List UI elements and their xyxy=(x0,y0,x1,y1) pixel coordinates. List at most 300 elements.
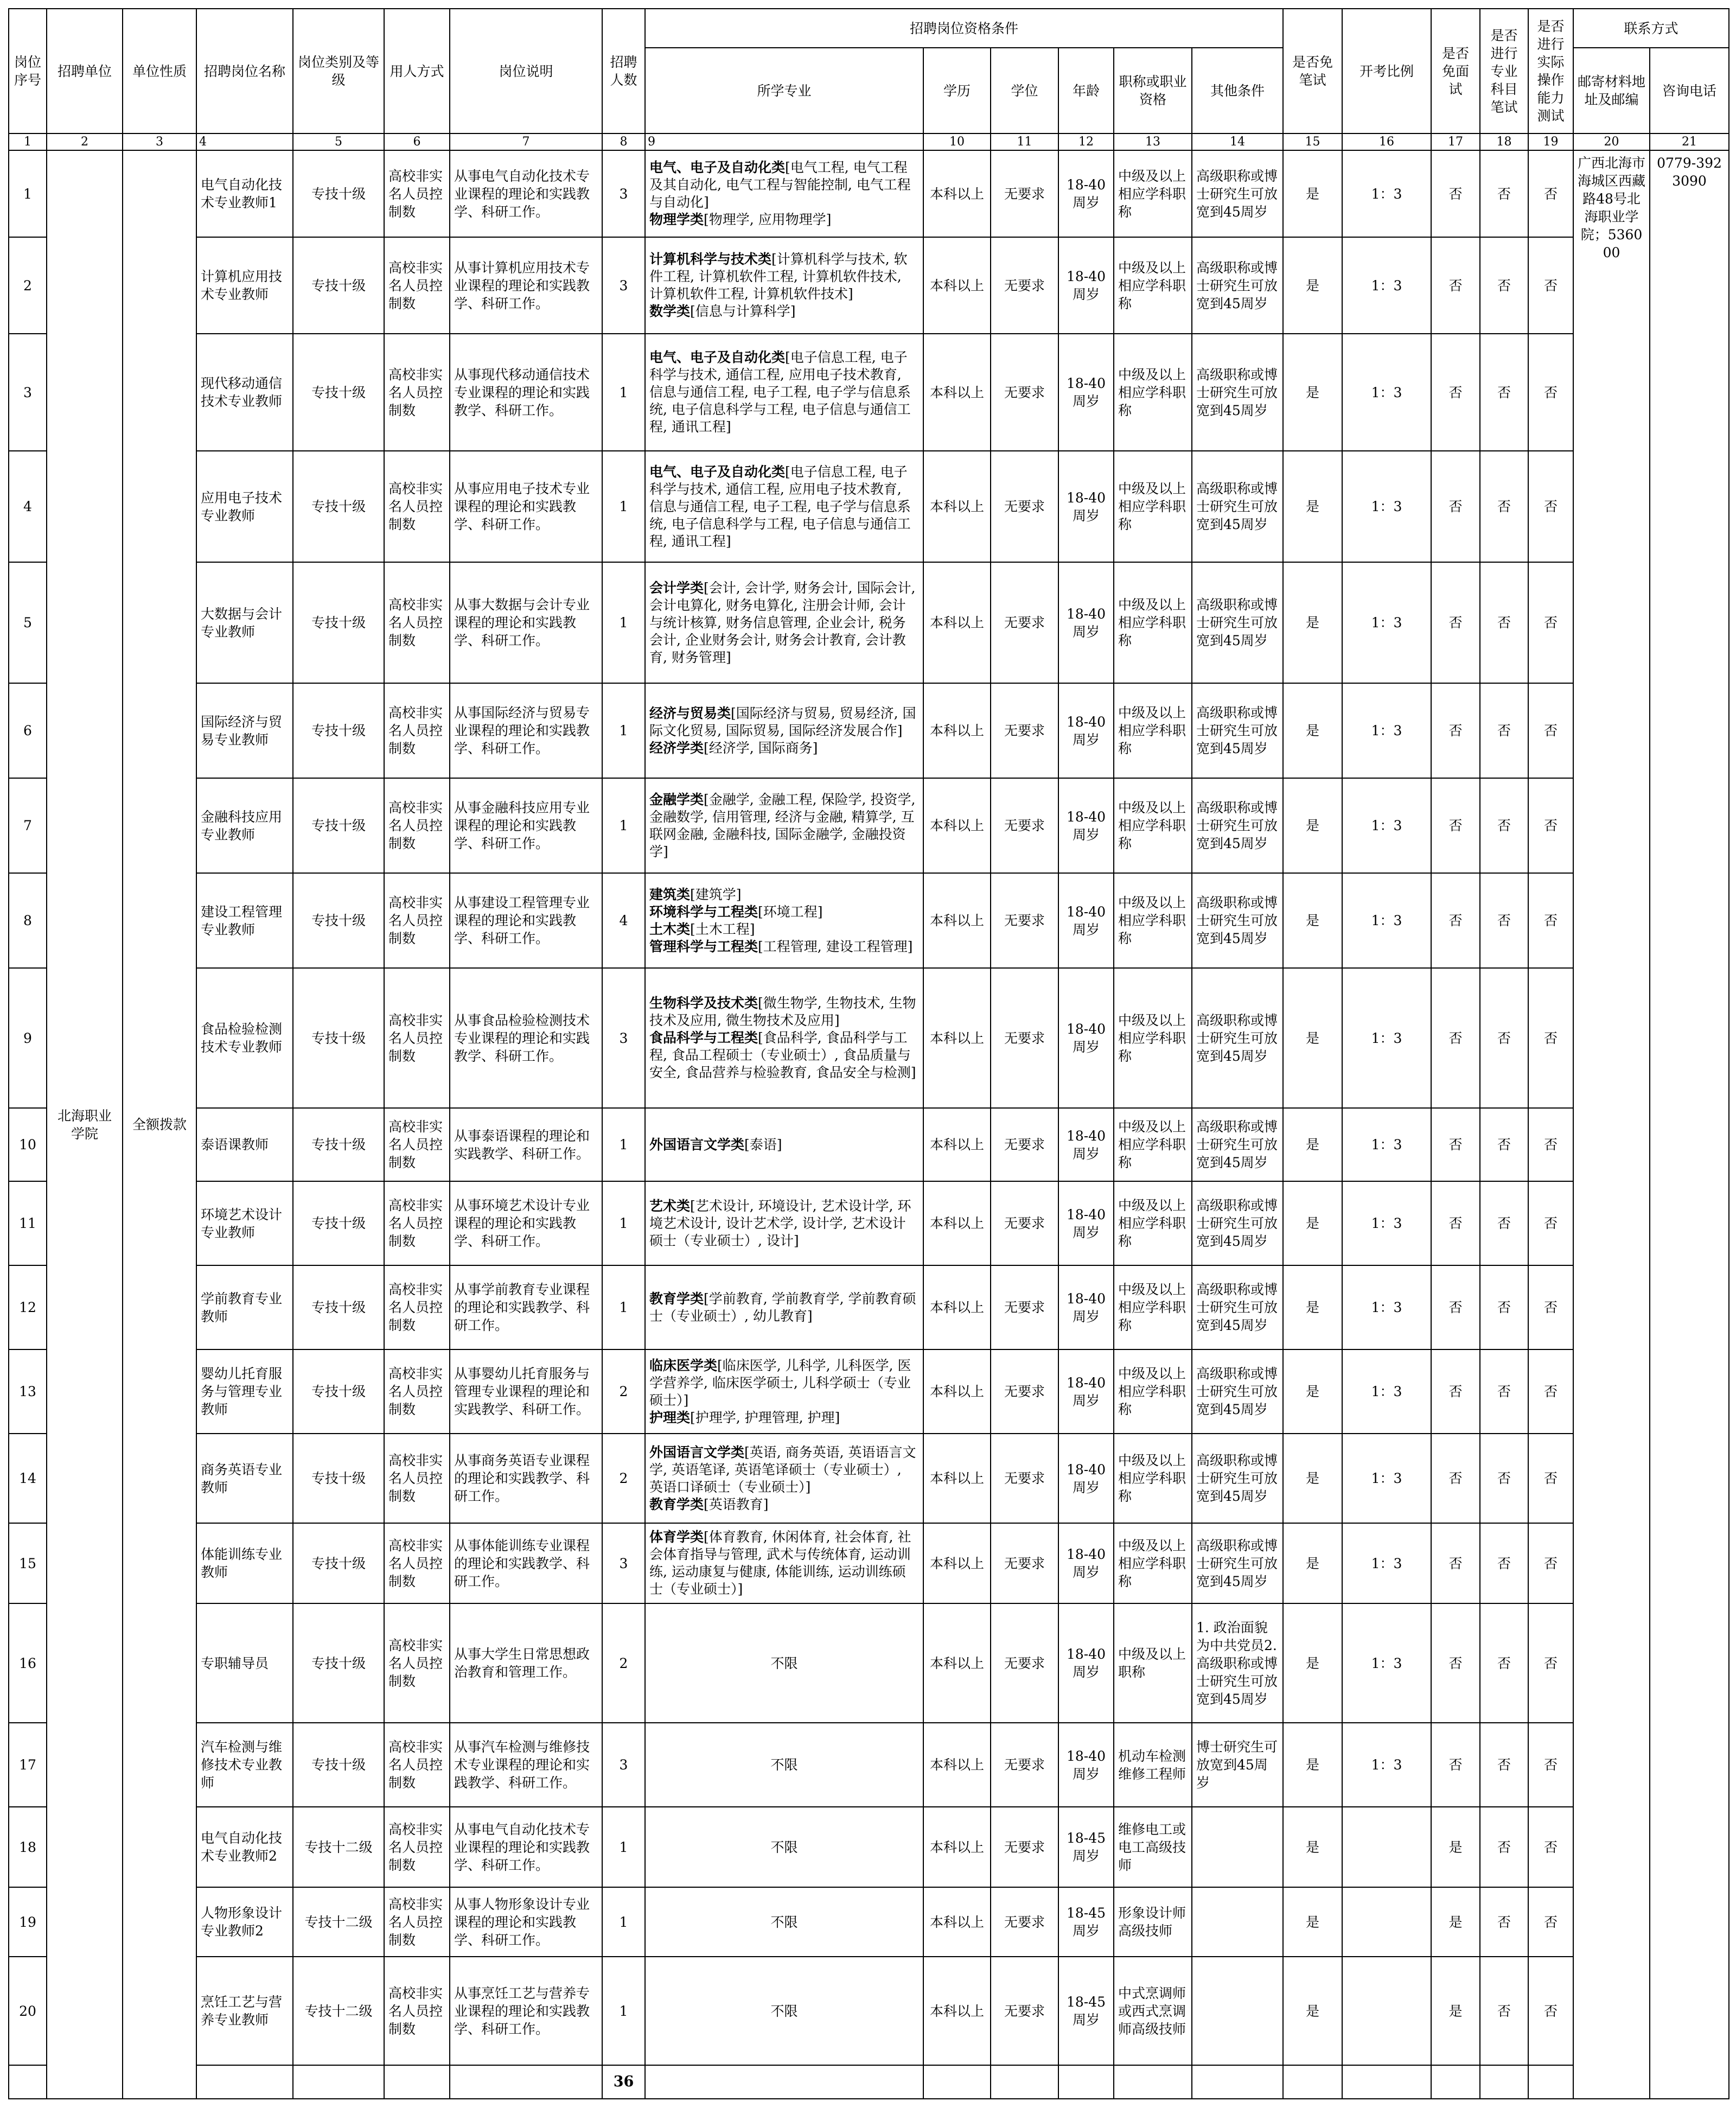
total-blank xyxy=(923,2065,991,2099)
employ-method: 高校非实名人员控制数 xyxy=(384,1181,450,1265)
education: 本科以上 xyxy=(923,1603,991,1723)
recruit-count: 1 xyxy=(602,1887,645,1957)
major-category: 艺术类 xyxy=(649,1198,691,1214)
degree: 无要求 xyxy=(991,1181,1058,1265)
employ-method: 高校非实名人员控制数 xyxy=(384,1434,450,1523)
age-range: 18-40周岁 xyxy=(1058,1349,1114,1434)
major-category: 土木类 xyxy=(649,921,691,937)
title-requirement: 中级及以上相应学科职称 xyxy=(1114,1181,1192,1265)
post-description: 从事烹饪工艺与营养专业课程的理论和实践教学、科研工作。 xyxy=(450,1957,602,2065)
interview-exempt: 否 xyxy=(1431,873,1480,968)
post-category: 专技十级 xyxy=(293,1723,384,1807)
post-seq: 17 xyxy=(9,1723,47,1807)
practical-test: 否 xyxy=(1528,968,1573,1108)
employ-method: 高校非实名人员控制数 xyxy=(384,1887,450,1957)
major-items: [会计, 会计学, 财务会计, 国际会计, 会计电算化, 财务电算化, 注册会计师, 会计与统计核算, 财务信息管理, 企业会计, 税务会计, 企业财务会计, 财务会计教育, 会计教育, 财务管理] xyxy=(649,580,916,665)
recruit-count: 3 xyxy=(602,237,645,334)
post-name: 建设工程管理专业教师 xyxy=(196,873,293,968)
unit-nature: 全额拨款 xyxy=(123,150,196,2099)
header-interview-exempt: 是否免面试 xyxy=(1431,9,1480,133)
total-blank xyxy=(1192,2065,1283,2099)
exam-ratio: 1：3 xyxy=(1342,237,1431,334)
post-name: 大数据与会计专业教师 xyxy=(196,562,293,683)
major-group xyxy=(649,1409,919,1427)
major-items: [电子信息工程, 电子科学与技术, 通信工程, 应用电子技术教育, 信息与通信工程, 电子工程, 电子学与信息系统, 电子信息科学与工程, 电子信息与通信工程, 通讯工程] xyxy=(649,463,911,549)
written-exempt: 是 xyxy=(1283,1265,1342,1349)
table-row xyxy=(9,1434,1729,1523)
other-conditions: 高级职称或博士研究生可放宽到45周岁 xyxy=(1192,1349,1283,1434)
major-category: 建筑类 xyxy=(649,886,691,902)
education: 本科以上 xyxy=(923,1723,991,1807)
major-requirement xyxy=(645,873,923,968)
practical-test: 否 xyxy=(1528,334,1573,451)
post-seq: 20 xyxy=(9,1957,47,2065)
total-blank xyxy=(1283,2065,1342,2099)
table-row xyxy=(9,873,1729,968)
practical-test: 否 xyxy=(1528,1108,1573,1181)
other-conditions: 高级职称或博士研究生可放宽到45周岁 xyxy=(1192,1108,1283,1181)
age-range: 18-40周岁 xyxy=(1058,1603,1114,1723)
post-description: 从事国际经济与贸易专业课程的理论和实践教学、科研工作。 xyxy=(450,683,602,778)
post-seq: 11 xyxy=(9,1181,47,1265)
degree: 无要求 xyxy=(991,451,1058,562)
column-index-cell: 2 xyxy=(47,133,123,150)
table-row xyxy=(9,1181,1729,1265)
header-seq: 岗位序号 xyxy=(9,9,47,133)
major-requirement: 不限 xyxy=(645,1957,923,2065)
major-requirement xyxy=(645,562,923,683)
education: 本科以上 xyxy=(923,683,991,778)
age-range: 18-40周岁 xyxy=(1058,873,1114,968)
practical-test: 否 xyxy=(1528,1265,1573,1349)
interview-exempt: 否 xyxy=(1431,1434,1480,1523)
contact-phone: 0779-3923090 xyxy=(1650,150,1729,2099)
interview-exempt: 否 xyxy=(1431,150,1480,237)
age-range: 18-40周岁 xyxy=(1058,1434,1114,1523)
written-exempt: 是 xyxy=(1283,1434,1342,1523)
exam-ratio: 1：3 xyxy=(1342,683,1431,778)
header-degree: 学位 xyxy=(991,48,1058,133)
prof-written: 否 xyxy=(1480,150,1528,237)
exam-ratio: 1：3 xyxy=(1342,451,1431,562)
column-index-cell: 11 xyxy=(991,133,1058,150)
other-conditions xyxy=(1192,1887,1283,1957)
other-conditions: 高级职称或博士研究生可放宽到45周岁 xyxy=(1192,1181,1283,1265)
age-range: 18-40周岁 xyxy=(1058,1181,1114,1265)
post-category: 专技十级 xyxy=(293,968,384,1108)
education: 本科以上 xyxy=(923,562,991,683)
other-conditions xyxy=(1192,1957,1283,2065)
title-requirement: 中级及以上相应学科职称 xyxy=(1114,1265,1192,1349)
major-group xyxy=(649,938,919,956)
interview-exempt: 否 xyxy=(1431,1523,1480,1603)
major-category: 会计学类 xyxy=(649,580,704,596)
major-group xyxy=(649,903,919,921)
major-items: [建筑学] xyxy=(690,886,742,902)
education: 本科以上 xyxy=(923,334,991,451)
major-group xyxy=(649,1444,919,1496)
interview-exempt: 否 xyxy=(1431,451,1480,562)
post-name: 现代移动通信技术专业教师 xyxy=(196,334,293,451)
written-exempt: 是 xyxy=(1283,451,1342,562)
interview-exempt: 否 xyxy=(1431,778,1480,873)
written-exempt: 是 xyxy=(1283,1957,1342,2065)
table-row xyxy=(9,562,1729,683)
prof-written: 否 xyxy=(1480,778,1528,873)
total-blank xyxy=(293,2065,384,2099)
title-requirement: 中级及以上相应学科职称 xyxy=(1114,451,1192,562)
employ-method: 高校非实名人员控制数 xyxy=(384,873,450,968)
education: 本科以上 xyxy=(923,1349,991,1434)
header-qualification-group: 招聘岗位资格条件 xyxy=(645,9,1283,48)
title-requirement: 中式烹调师或西式烹调师高级技师 xyxy=(1114,1957,1192,2065)
written-exempt: 是 xyxy=(1283,778,1342,873)
column-index-cell: 1 xyxy=(9,133,47,150)
recruit-count: 1 xyxy=(602,778,645,873)
prof-written: 否 xyxy=(1480,237,1528,334)
practical-test: 否 xyxy=(1528,1434,1573,1523)
post-description: 从事商务英语专业课程的理论和实践教学、科研工作。 xyxy=(450,1434,602,1523)
post-description: 从事大学生日常思想政治教育和管理工作。 xyxy=(450,1603,602,1723)
education: 本科以上 xyxy=(923,451,991,562)
table-row xyxy=(9,451,1729,562)
post-seq: 3 xyxy=(9,334,47,451)
major-category: 外国语言文学类 xyxy=(649,1444,745,1460)
other-conditions: 高级职称或博士研究生可放宽到45周岁 xyxy=(1192,562,1283,683)
written-exempt: 是 xyxy=(1283,1523,1342,1603)
post-seq: 12 xyxy=(9,1265,47,1349)
education: 本科以上 xyxy=(923,1265,991,1349)
major-category: 体育学类 xyxy=(649,1529,704,1545)
degree: 无要求 xyxy=(991,1807,1058,1887)
post-description: 从事人物形象设计专业课程的理论和实践教学、科研工作。 xyxy=(450,1887,602,1957)
education: 本科以上 xyxy=(923,150,991,237)
practical-test: 否 xyxy=(1528,1723,1573,1807)
total-blank xyxy=(384,2065,450,2099)
column-index-cell: 21 xyxy=(1650,133,1729,150)
written-exempt: 是 xyxy=(1283,1181,1342,1265)
recruit-count: 1 xyxy=(602,1957,645,2065)
post-description: 从事电气自动化技术专业课程的理论和实践教学、科研工作。 xyxy=(450,1807,602,1887)
interview-exempt: 否 xyxy=(1431,562,1480,683)
age-range: 18-40周岁 xyxy=(1058,451,1114,562)
prof-written: 否 xyxy=(1480,1807,1528,1887)
interview-exempt: 否 xyxy=(1431,1349,1480,1434)
post-name: 计算机应用技术专业教师 xyxy=(196,237,293,334)
practical-test: 否 xyxy=(1528,150,1573,237)
header-prof-written: 是否进行专业科目笔试 xyxy=(1480,9,1528,133)
post-name: 食品检验检测技术专业教师 xyxy=(196,968,293,1108)
exam-ratio: 1：3 xyxy=(1342,873,1431,968)
title-requirement: 中级及以上相应学科职称 xyxy=(1114,683,1192,778)
title-requirement: 维修电工或电工高级技师 xyxy=(1114,1807,1192,1887)
major-items: [电气工程, 电气工程及其自动化, 电气工程与智能控制, 电气工程与自动化] xyxy=(649,160,911,211)
title-requirement: 中级及以上相应学科职称 xyxy=(1114,778,1192,873)
degree: 无要求 xyxy=(991,1723,1058,1807)
written-exempt: 是 xyxy=(1283,334,1342,451)
major-requirement xyxy=(645,1434,923,1523)
total-blank xyxy=(1114,2065,1192,2099)
major-items: [体育教育, 休闲体育, 社会体育, 社会体育指导与管理, 武术与传统体育, 运动训练, 运动康复与健康, 体能训练, 运动训练硕士（专业硕士）] xyxy=(649,1529,911,1597)
major-items: [英语教育] xyxy=(704,1496,769,1512)
major-requirement xyxy=(645,1523,923,1603)
age-range: 18-40周岁 xyxy=(1058,683,1114,778)
major-requirement xyxy=(645,968,923,1108)
post-category: 专技十二级 xyxy=(293,1807,384,1887)
age-range: 18-45周岁 xyxy=(1058,1957,1114,2065)
column-index-cell: 18 xyxy=(1480,133,1528,150)
exam-ratio: 1：3 xyxy=(1342,1434,1431,1523)
exam-ratio: 1：3 xyxy=(1342,562,1431,683)
column-index-cell: 9 xyxy=(645,133,923,150)
major-category: 数学类 xyxy=(649,303,691,320)
post-description: 从事泰语课程的理论和实践教学、科研工作。 xyxy=(450,1108,602,1181)
major-requirement: 不限 xyxy=(645,1723,923,1807)
major-requirement xyxy=(645,1108,923,1181)
header-address: 邮寄材料地址及邮编 xyxy=(1573,48,1650,133)
title-requirement: 中级及以上相应学科职称 xyxy=(1114,1434,1192,1523)
title-requirement: 中级及以上相应学科职称 xyxy=(1114,1349,1192,1434)
degree: 无要求 xyxy=(991,1957,1058,2065)
employ-method: 高校非实名人员控制数 xyxy=(384,451,450,562)
post-name: 汽车检测与维修技术专业教师 xyxy=(196,1723,293,1807)
exam-ratio xyxy=(1342,1887,1431,1957)
education: 本科以上 xyxy=(923,1887,991,1957)
practical-test: 否 xyxy=(1528,683,1573,778)
post-category: 专技十级 xyxy=(293,1434,384,1523)
degree: 无要求 xyxy=(991,1603,1058,1723)
column-index-cell: 20 xyxy=(1573,133,1650,150)
post-category: 专技十级 xyxy=(293,778,384,873)
employ-method: 高校非实名人员控制数 xyxy=(384,237,450,334)
post-seq: 6 xyxy=(9,683,47,778)
table-row xyxy=(9,1265,1729,1349)
total-blank xyxy=(1528,2065,1573,2099)
degree: 无要求 xyxy=(991,237,1058,334)
header-desc: 岗位说明 xyxy=(450,9,602,133)
exam-ratio: 1：3 xyxy=(1342,150,1431,237)
recruit-count: 1 xyxy=(602,683,645,778)
major-category: 管理科学与工程类 xyxy=(649,938,758,954)
major-items: [泰语] xyxy=(744,1136,782,1152)
education: 本科以上 xyxy=(923,968,991,1108)
major-items: [电子信息工程, 电子科学与技术, 通信工程, 应用电子技术教育, 信息与通信工程, 电子工程, 电子学与信息系统, 电子信息科学与工程, 电子信息与通信工程, 通讯工程] xyxy=(649,349,911,435)
other-conditions: 高级职称或博士研究生可放宽到45周岁 xyxy=(1192,968,1283,1108)
written-exempt: 是 xyxy=(1283,1807,1342,1887)
header-age: 年龄 xyxy=(1058,48,1114,133)
post-category: 专技十级 xyxy=(293,1523,384,1603)
table-row xyxy=(9,1349,1729,1434)
recruit-count: 1 xyxy=(602,1108,645,1181)
interview-exempt: 否 xyxy=(1431,334,1480,451)
major-category: 电气、电子及自动化类 xyxy=(649,160,786,176)
post-category: 专技十二级 xyxy=(293,1887,384,1957)
post-name: 电气自动化技术专业教师2 xyxy=(196,1807,293,1887)
total-blank xyxy=(1342,2065,1431,2099)
other-conditions: 1. 政治面貌为中共党员2. 高级职称或博士研究生可放宽到45周岁 xyxy=(1192,1603,1283,1723)
degree: 无要求 xyxy=(991,1265,1058,1349)
other-conditions: 高级职称或博士研究生可放宽到45周岁 xyxy=(1192,683,1283,778)
education: 本科以上 xyxy=(923,1957,991,2065)
interview-exempt: 否 xyxy=(1431,1108,1480,1181)
prof-written: 否 xyxy=(1480,562,1528,683)
post-description: 从事电气自动化技术专业课程的理论和实践教学、科研工作。 xyxy=(450,150,602,237)
title-requirement: 中级及以上相应学科职称 xyxy=(1114,334,1192,451)
degree: 无要求 xyxy=(991,683,1058,778)
table-row xyxy=(9,1523,1729,1603)
practical-test: 否 xyxy=(1528,873,1573,968)
written-exempt: 是 xyxy=(1283,237,1342,334)
title-requirement: 中级及以上相应学科职称 xyxy=(1114,562,1192,683)
major-items: [学前教育, 学前教育学, 学前教育硕士（专业硕士）, 幼儿教育] xyxy=(649,1290,916,1324)
major-items: [食品科学, 食品科学与工程, 食品工程硕士（专业硕士）, 食品质量与安全, 食品营养与检验教育, 食品安全与检测] xyxy=(649,1030,916,1081)
total-blank xyxy=(1058,2065,1114,2099)
major-category: 金融学类 xyxy=(649,791,704,807)
other-conditions xyxy=(1192,1807,1283,1887)
total-blank xyxy=(450,2065,602,2099)
degree: 无要求 xyxy=(991,968,1058,1108)
table-row xyxy=(9,1957,1729,2065)
major-category: 教育学类 xyxy=(649,1496,704,1512)
post-description: 从事建设工程管理专业课程的理论和实践教学、科研工作。 xyxy=(450,873,602,968)
major-requirement xyxy=(645,334,923,451)
post-seq: 14 xyxy=(9,1434,47,1523)
degree: 无要求 xyxy=(991,334,1058,451)
practical-test: 否 xyxy=(1528,451,1573,562)
written-exempt: 是 xyxy=(1283,562,1342,683)
prof-written: 否 xyxy=(1480,1434,1528,1523)
post-seq: 4 xyxy=(9,451,47,562)
prof-written: 否 xyxy=(1480,1603,1528,1723)
employ-method: 高校非实名人员控制数 xyxy=(384,562,450,683)
employ-method: 高校非实名人员控制数 xyxy=(384,778,450,873)
post-description: 从事婴幼儿托育服务与管理专业课程的理论和实践教学、科研工作。 xyxy=(450,1349,602,1434)
post-category: 专技十级 xyxy=(293,1108,384,1181)
recruit-count: 3 xyxy=(602,1723,645,1807)
interview-exempt: 是 xyxy=(1431,1807,1480,1887)
exam-ratio: 1：3 xyxy=(1342,1265,1431,1349)
major-group xyxy=(649,1136,919,1154)
table-row xyxy=(9,683,1729,778)
post-name: 婴幼儿托育服务与管理专业教师 xyxy=(196,1349,293,1434)
post-description: 从事现代移动通信技术专业课程的理论和实践教学、科研工作。 xyxy=(450,334,602,451)
header-contact-group: 联系方式 xyxy=(1573,9,1729,48)
post-description: 从事计算机应用技术专业课程的理论和实践教学、科研工作。 xyxy=(450,237,602,334)
major-category: 物理学类 xyxy=(649,212,704,228)
column-index-cell: 5 xyxy=(293,133,384,150)
major-requirement xyxy=(645,683,923,778)
education: 本科以上 xyxy=(923,778,991,873)
major-group xyxy=(649,159,919,211)
recruit-count: 3 xyxy=(602,1523,645,1603)
degree: 无要求 xyxy=(991,562,1058,683)
post-seq: 5 xyxy=(9,562,47,683)
other-conditions: 高级职称或博士研究生可放宽到45周岁 xyxy=(1192,1434,1283,1523)
header-written-exempt: 是否免笔试 xyxy=(1283,9,1342,133)
table-row xyxy=(9,1108,1729,1181)
table-row xyxy=(9,237,1729,334)
major-items: [信息与计算科学] xyxy=(690,303,796,320)
written-exempt: 是 xyxy=(1283,1723,1342,1807)
other-conditions: 高级职称或博士研究生可放宽到45周岁 xyxy=(1192,778,1283,873)
post-description: 从事环境艺术设计专业课程的理论和实践教学、科研工作。 xyxy=(450,1181,602,1265)
title-requirement: 中级及以上相应学科职称 xyxy=(1114,237,1192,334)
interview-exempt: 否 xyxy=(1431,237,1480,334)
major-category: 外国语言文学类 xyxy=(649,1136,745,1152)
post-seq: 13 xyxy=(9,1349,47,1434)
degree: 无要求 xyxy=(991,1108,1058,1181)
written-exempt: 是 xyxy=(1283,873,1342,968)
written-exempt: 是 xyxy=(1283,150,1342,237)
prof-written: 否 xyxy=(1480,1108,1528,1181)
major-items: [英语, 商务英语, 英语语言文学, 英语笔译, 英语笔译硕士（专业硕士）, 英语口译硕士（专业硕士）] xyxy=(649,1444,916,1495)
major-group xyxy=(649,251,919,303)
table-row xyxy=(9,150,1729,237)
post-seq: 9 xyxy=(9,968,47,1108)
recruit-count: 1 xyxy=(602,1807,645,1887)
age-range: 18-40周岁 xyxy=(1058,1523,1114,1603)
major-category: 临床医学类 xyxy=(649,1357,718,1373)
employ-method: 高校非实名人员控制数 xyxy=(384,1108,450,1181)
post-name: 人物形象设计专业教师2 xyxy=(196,1887,293,1957)
employ-method: 高校非实名人员控制数 xyxy=(384,1265,450,1349)
major-items: [物理学, 应用物理学] xyxy=(704,212,832,228)
age-range: 18-40周岁 xyxy=(1058,778,1114,873)
post-category: 专技十级 xyxy=(293,334,384,451)
recruit-count: 1 xyxy=(602,334,645,451)
column-index-cell: 13 xyxy=(1114,133,1192,150)
title-requirement: 机动车检测维修工程师 xyxy=(1114,1723,1192,1807)
post-seq: 8 xyxy=(9,873,47,968)
interview-exempt: 否 xyxy=(1431,968,1480,1108)
major-items: [经济学, 国际商务] xyxy=(704,740,818,756)
post-category: 专技十级 xyxy=(293,150,384,237)
major-group xyxy=(649,791,919,861)
age-range: 18-40周岁 xyxy=(1058,1723,1114,1807)
post-name: 国际经济与贸易专业教师 xyxy=(196,683,293,778)
prof-written: 否 xyxy=(1480,334,1528,451)
prof-written: 否 xyxy=(1480,683,1528,778)
post-description: 从事食品检验检测技术专业课程的理论和实践教学、科研工作。 xyxy=(450,968,602,1108)
header-practical: 是否进行实际操作能力测试 xyxy=(1528,9,1573,133)
degree: 无要求 xyxy=(991,1887,1058,1957)
education: 本科以上 xyxy=(923,1523,991,1603)
other-conditions: 高级职称或博士研究生可放宽到45周岁 xyxy=(1192,451,1283,562)
post-description: 从事体能训练专业课程的理论和实践教学、科研工作。 xyxy=(450,1523,602,1603)
major-group xyxy=(649,886,919,903)
major-category: 经济与贸易类 xyxy=(649,705,731,721)
age-range: 18-45周岁 xyxy=(1058,1807,1114,1887)
other-conditions: 高级职称或博士研究生可放宽到45周岁 xyxy=(1192,150,1283,237)
major-group xyxy=(649,1029,919,1081)
employ-method: 高校非实名人员控制数 xyxy=(384,1807,450,1887)
post-name: 学前教育专业教师 xyxy=(196,1265,293,1349)
title-requirement: 中级及以上相应学科职称 xyxy=(1114,1108,1192,1181)
post-name: 环境艺术设计专业教师 xyxy=(196,1181,293,1265)
prof-written: 否 xyxy=(1480,1887,1528,1957)
practical-test: 否 xyxy=(1528,562,1573,683)
interview-exempt: 是 xyxy=(1431,1887,1480,1957)
total-row xyxy=(9,2065,1729,2099)
other-conditions: 博士研究生可放宽到45周岁 xyxy=(1192,1723,1283,1807)
written-exempt: 是 xyxy=(1283,1603,1342,1723)
education: 本科以上 xyxy=(923,1807,991,1887)
age-range: 18-40周岁 xyxy=(1058,334,1114,451)
title-requirement: 中级及以上相应学科职称 xyxy=(1114,873,1192,968)
exam-ratio xyxy=(1342,1957,1431,2065)
header-unit: 招聘单位 xyxy=(47,9,123,133)
written-exempt: 是 xyxy=(1283,1349,1342,1434)
